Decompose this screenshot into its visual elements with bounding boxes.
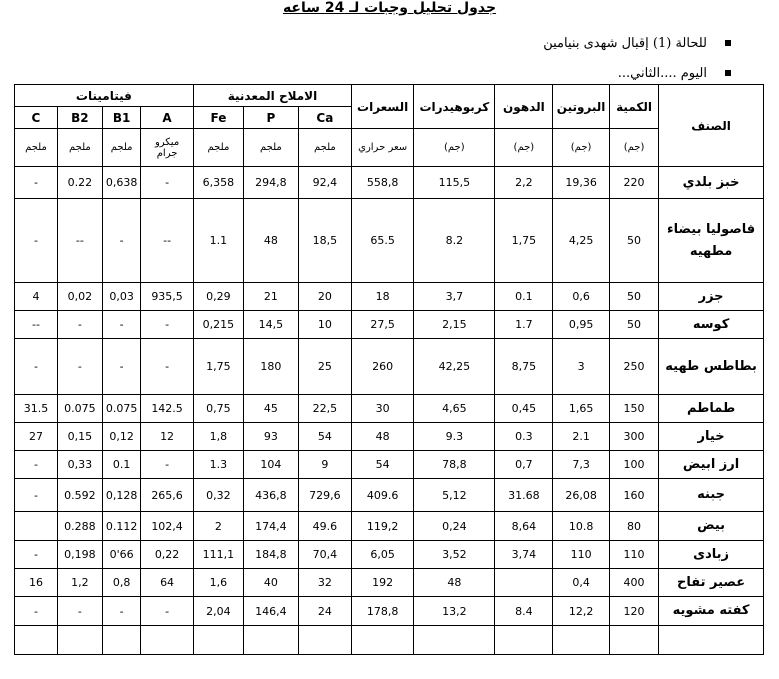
cell-carbs: 4,65 — [414, 395, 495, 423]
unit-ca: ملجم — [298, 129, 351, 167]
cell-fat: 8.4 — [495, 597, 553, 626]
cell-c: - — [15, 167, 58, 199]
cell-fe: 111,1 — [193, 541, 243, 569]
cell-p: 93 — [244, 423, 299, 451]
cell-ca: 24 — [298, 597, 351, 626]
cell-protein: 110 — [553, 541, 610, 569]
cell-b2 — [57, 626, 102, 655]
cell-quantity: 50 — [609, 311, 658, 339]
cell-a: 64 — [141, 569, 193, 597]
cell-fat: 0,7 — [495, 451, 553, 479]
cell-quantity: 150 — [609, 395, 658, 423]
cell-a: 142.5 — [141, 395, 193, 423]
cell-food — [659, 626, 764, 655]
header-ca: Ca — [298, 107, 351, 129]
cell-calories: 54 — [352, 451, 414, 479]
cell-carbs: 42,25 — [414, 339, 495, 395]
cell-c: - — [15, 479, 58, 512]
cell-a — [141, 626, 193, 655]
cell-p: 184,8 — [244, 541, 299, 569]
header-b2: B2 — [57, 107, 102, 129]
table-row — [15, 451, 764, 479]
cell-c: -- — [15, 311, 58, 339]
cell-c: 4 — [15, 283, 58, 311]
cell-carbs: 48 — [414, 569, 495, 597]
cell-calories: 119,2 — [352, 512, 414, 541]
unit-quantity: (جم) — [609, 129, 658, 167]
cell-a: 102,4 — [141, 512, 193, 541]
unit-carbs: (جم) — [414, 129, 495, 167]
cell-protein: 7,3 — [553, 451, 610, 479]
cell-calories: 260 — [352, 339, 414, 395]
cell-protein: 0,95 — [553, 311, 610, 339]
cell-calories: 27,5 — [352, 311, 414, 339]
cell-fe: 0,215 — [193, 311, 243, 339]
cell-b1: 0,03 — [102, 283, 141, 311]
cell-calories: 178,8 — [352, 597, 414, 626]
cell-food: طماطم — [659, 395, 764, 423]
cell-b2: - — [57, 339, 102, 395]
cell-fe — [193, 626, 243, 655]
cell-b2: 0.592 — [57, 479, 102, 512]
cell-c: - — [15, 199, 58, 283]
header-fe: Fe — [193, 107, 243, 129]
cell-b1: - — [102, 199, 141, 283]
cell-b2: 0.288 — [57, 512, 102, 541]
cell-quantity: 50 — [609, 283, 658, 311]
cell-fe: 0,29 — [193, 283, 243, 311]
cell-quantity: 50 — [609, 199, 658, 283]
cell-carbs: 9.3 — [414, 423, 495, 451]
cell-fe: 1.1 — [193, 199, 243, 283]
case-name: للحالة (1) إقبال شهدى بنيامين — [543, 35, 707, 51]
header-protein: البروتين — [553, 85, 610, 129]
header-a: A — [141, 107, 193, 129]
unit-a: ميكرو جرام — [141, 129, 193, 167]
table-row — [15, 569, 764, 597]
cell-food: خيار — [659, 423, 764, 451]
table-row — [15, 199, 764, 283]
header-minerals: الاملاح المعدنية — [193, 85, 351, 107]
cell-p: 48 — [244, 199, 299, 283]
cell-protein: 4,25 — [553, 199, 610, 283]
cell-p: 14,5 — [244, 311, 299, 339]
cell-fe: 0,75 — [193, 395, 243, 423]
header-vitamins: فيتامينات — [15, 85, 194, 107]
cell-a: 935,5 — [141, 283, 193, 311]
cell-b1: 0,8 — [102, 569, 141, 597]
cell-food: جبنه — [659, 479, 764, 512]
table-row — [15, 167, 764, 199]
table-row — [15, 283, 764, 311]
cell-fat: 0.3 — [495, 423, 553, 451]
cell-calories: 409.6 — [352, 479, 414, 512]
cell-carbs: 78,8 — [414, 451, 495, 479]
cell-fe: 2 — [193, 512, 243, 541]
cell-quantity — [609, 626, 658, 655]
day-label: اليوم ....الثاني... — [617, 65, 707, 81]
header-quantity: الكمية — [609, 85, 658, 129]
cell-ca: 18,5 — [298, 199, 351, 283]
cell-p: 21 — [244, 283, 299, 311]
cell-protein: 0,4 — [553, 569, 610, 597]
cell-c: - — [15, 339, 58, 395]
cell-c — [15, 512, 58, 541]
cell-protein: 2.1 — [553, 423, 610, 451]
cell-protein: 3 — [553, 339, 610, 395]
cell-carbs — [414, 626, 495, 655]
cell-protein: 26,08 — [553, 479, 610, 512]
cell-b2: 0.075 — [57, 395, 102, 423]
cell-calories: 65.5 — [352, 199, 414, 283]
unit-b1: ملجم — [102, 129, 141, 167]
unit-protein: (جم) — [553, 129, 610, 167]
cell-fe: 2,04 — [193, 597, 243, 626]
cell-c — [15, 626, 58, 655]
cell-b1: 0,12 — [102, 423, 141, 451]
cell-p: 174,4 — [244, 512, 299, 541]
cell-quantity: 110 — [609, 541, 658, 569]
cell-b2: - — [57, 597, 102, 626]
cell-ca: 54 — [298, 423, 351, 451]
header-p: P — [244, 107, 299, 129]
cell-b1: 0.1 — [102, 451, 141, 479]
list-item — [543, 60, 731, 86]
cell-food: فاصوليا بيضاء مطهيه — [659, 199, 764, 283]
cell-food: ارز ابيض — [659, 451, 764, 479]
cell-b1: 0.075 — [102, 395, 141, 423]
cell-ca: 22,5 — [298, 395, 351, 423]
cell-b2: 0,33 — [57, 451, 102, 479]
cell-protein: 1,65 — [553, 395, 610, 423]
cell-p — [244, 626, 299, 655]
cell-a: - — [141, 451, 193, 479]
cell-quantity: 400 — [609, 569, 658, 597]
cell-quantity: 300 — [609, 423, 658, 451]
cell-a: - — [141, 597, 193, 626]
cell-food: عصير تفاح — [659, 569, 764, 597]
cell-fat: 31.68 — [495, 479, 553, 512]
header-row-units — [15, 129, 764, 167]
cell-p: 180 — [244, 339, 299, 395]
cell-c: - — [15, 451, 58, 479]
cell-fe: 0,32 — [193, 479, 243, 512]
cell-carbs: 3,52 — [414, 541, 495, 569]
cell-b2: 0,15 — [57, 423, 102, 451]
cell-b1: - — [102, 311, 141, 339]
cell-b1: 0.112 — [102, 512, 141, 541]
cell-p: 40 — [244, 569, 299, 597]
table-row — [15, 395, 764, 423]
table-body — [15, 167, 764, 655]
cell-ca: 70,4 — [298, 541, 351, 569]
cell-fat: 3,74 — [495, 541, 553, 569]
cell-b1: - — [102, 339, 141, 395]
cell-fat: 8,64 — [495, 512, 553, 541]
cell-b2: - — [57, 311, 102, 339]
cell-ca: 9 — [298, 451, 351, 479]
cell-food: جزر — [659, 283, 764, 311]
bullet-icon — [725, 70, 731, 76]
unit-p: ملجم — [244, 129, 299, 167]
unit-calories: سعر حراري — [352, 129, 414, 167]
cell-fe: 1,6 — [193, 569, 243, 597]
cell-fat — [495, 569, 553, 597]
cell-fat: 1,75 — [495, 199, 553, 283]
cell-fat: 0,45 — [495, 395, 553, 423]
cell-food: كفته مشويه — [659, 597, 764, 626]
list-item — [543, 30, 731, 56]
table-row — [15, 479, 764, 512]
cell-calories: 18 — [352, 283, 414, 311]
cell-c: - — [15, 597, 58, 626]
cell-quantity: 120 — [609, 597, 658, 626]
cell-fe: 1,8 — [193, 423, 243, 451]
header-row-groups — [15, 85, 764, 107]
cell-quantity: 100 — [609, 451, 658, 479]
cell-food: بيض — [659, 512, 764, 541]
cell-food: بطاطس طهيه — [659, 339, 764, 395]
cell-carbs: 2,15 — [414, 311, 495, 339]
cell-ca: 25 — [298, 339, 351, 395]
cell-ca: 92,4 — [298, 167, 351, 199]
cell-quantity: 80 — [609, 512, 658, 541]
cell-a: - — [141, 339, 193, 395]
table-row — [15, 311, 764, 339]
header-carbs: كربوهيدرات — [414, 85, 495, 129]
cell-carbs: 0,24 — [414, 512, 495, 541]
cell-carbs: 13,2 — [414, 597, 495, 626]
cell-b1: 66'0 — [102, 541, 141, 569]
cell-quantity: 220 — [609, 167, 658, 199]
cell-a: 0,22 — [141, 541, 193, 569]
cell-b2: -- — [57, 199, 102, 283]
cell-c: 31.5 — [15, 395, 58, 423]
cell-protein: 12,2 — [553, 597, 610, 626]
cell-a: 12 — [141, 423, 193, 451]
unit-fe: ملجم — [193, 129, 243, 167]
cell-b1: - — [102, 597, 141, 626]
cell-fe: 1,75 — [193, 339, 243, 395]
cell-p: 146,4 — [244, 597, 299, 626]
unit-b2: ملجم — [57, 129, 102, 167]
header-calories: السعرات — [352, 85, 414, 129]
table-row — [15, 626, 764, 655]
cell-a: - — [141, 167, 193, 199]
cell-b2: 0,02 — [57, 283, 102, 311]
cell-carbs: 3,7 — [414, 283, 495, 311]
cell-calories: 30 — [352, 395, 414, 423]
cell-fe: 6,358 — [193, 167, 243, 199]
cell-carbs: 5,12 — [414, 479, 495, 512]
cell-b2: 0,198 — [57, 541, 102, 569]
cell-protein — [553, 626, 610, 655]
cell-p: 294,8 — [244, 167, 299, 199]
cell-a: - — [141, 311, 193, 339]
cell-ca: 10 — [298, 311, 351, 339]
header-c: C — [15, 107, 58, 129]
page-title: جدول تحليل وجبات لـ 24 ساعه — [282, 0, 497, 16]
cell-carbs: 8.2 — [414, 199, 495, 283]
header-fat: الدهون — [495, 85, 553, 129]
cell-b1: 0,128 — [102, 479, 141, 512]
cell-fat: 1.7 — [495, 311, 553, 339]
cell-calories — [352, 626, 414, 655]
cell-protein: 0,6 — [553, 283, 610, 311]
cell-p: 436,8 — [244, 479, 299, 512]
cell-b2: 0.22 — [57, 167, 102, 199]
cell-fat: 8,75 — [495, 339, 553, 395]
unit-fat: (جم) — [495, 129, 553, 167]
cell-p: 45 — [244, 395, 299, 423]
cell-calories: 558,8 — [352, 167, 414, 199]
cell-c: 27 — [15, 423, 58, 451]
cell-fe: 1.3 — [193, 451, 243, 479]
case-info-list — [543, 30, 731, 86]
cell-protein: 19,36 — [553, 167, 610, 199]
meal-analysis-table — [14, 84, 764, 655]
cell-ca — [298, 626, 351, 655]
cell-fat — [495, 626, 553, 655]
cell-b2: 1,2 — [57, 569, 102, 597]
cell-food: زبادى — [659, 541, 764, 569]
table-row — [15, 597, 764, 626]
cell-a: 265,6 — [141, 479, 193, 512]
cell-calories: 48 — [352, 423, 414, 451]
cell-protein: 10.8 — [553, 512, 610, 541]
cell-fat: 2,2 — [495, 167, 553, 199]
cell-c: 16 — [15, 569, 58, 597]
cell-calories: 6,05 — [352, 541, 414, 569]
cell-quantity: 250 — [609, 339, 658, 395]
cell-c: - — [15, 541, 58, 569]
table-row — [15, 541, 764, 569]
cell-carbs: 115,5 — [414, 167, 495, 199]
cell-a: -- — [141, 199, 193, 283]
cell-b1 — [102, 626, 141, 655]
table-row — [15, 339, 764, 395]
bullet-icon — [725, 40, 731, 46]
cell-ca: 32 — [298, 569, 351, 597]
header-b1: B1 — [102, 107, 141, 129]
cell-fat: 0.1 — [495, 283, 553, 311]
table-row — [15, 423, 764, 451]
cell-p: 104 — [244, 451, 299, 479]
header-food: الصنف — [659, 85, 764, 167]
cell-food: خبز بلدي — [659, 167, 764, 199]
cell-calories: 192 — [352, 569, 414, 597]
unit-c: ملجم — [15, 129, 58, 167]
cell-food: كوسه — [659, 311, 764, 339]
table-row — [15, 512, 764, 541]
cell-ca: 49.6 — [298, 512, 351, 541]
cell-quantity: 160 — [609, 479, 658, 512]
cell-ca: 20 — [298, 283, 351, 311]
cell-ca: 729,6 — [298, 479, 351, 512]
cell-b1: 0,638 — [102, 167, 141, 199]
